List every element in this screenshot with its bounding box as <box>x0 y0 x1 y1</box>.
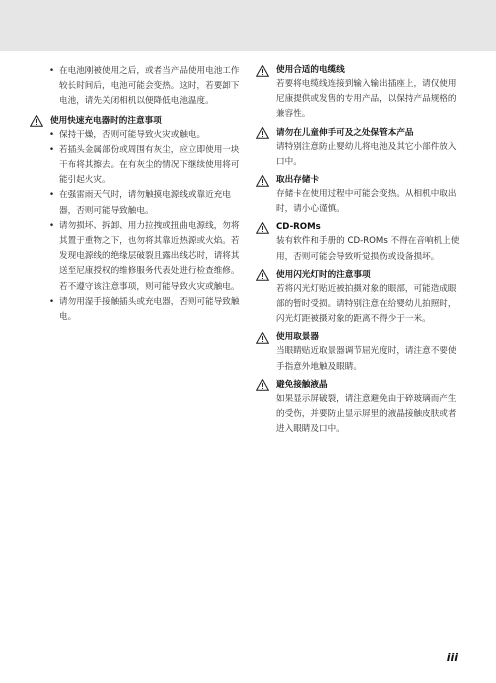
flash-section <box>276 269 463 328</box>
section-title: 使用合适的电缆线 <box>276 65 345 75</box>
section-body: 请特别注意防止婴幼儿将电池及其它小部件放入口中。 <box>276 141 457 167</box>
section-heading <box>276 331 463 344</box>
section-heading <box>276 127 463 140</box>
warning-triangle-icon <box>30 115 43 127</box>
section-heading <box>276 379 463 392</box>
section-title: 使用闪光灯时的注意事项 <box>276 269 371 280</box>
section-heading <box>276 269 463 282</box>
section-heading <box>276 221 463 234</box>
right-column <box>256 64 463 441</box>
list-item: • 保持干燥，否则可能导致火灾或触电。 <box>47 128 244 143</box>
children-section <box>276 127 463 170</box>
charger-caution-section <box>47 115 244 326</box>
section-body: 存储卡在使用过程中可能会变热。从相机中取出时，请小心谨慎。 <box>276 189 457 215</box>
section-heading <box>276 64 463 77</box>
warning-triangle-icon <box>256 379 269 391</box>
section-body: 如果显示屏破裂，请注意避免由于碎玻璃而产生的受伤，并要防止显示屏里的液晶接触皮肤或者进入眼睛及口中。 <box>276 393 457 435</box>
viewfinder-section <box>276 331 463 374</box>
warning-triangle-icon <box>256 332 269 344</box>
list-item: • 在强雷雨天气时，请勿触摸电源线或靠近充电器，否则可能导致触电。 <box>47 188 244 218</box>
section-title: 避免接触液晶 <box>276 379 328 390</box>
warning-triangle-icon <box>256 222 269 234</box>
section-body: 装有软件和手册的 CD-ROMs 不得在音响机上使用，否则可能会导致听觉损伤或设备损坏。 <box>276 236 460 262</box>
page-number: iii <box>446 651 458 664</box>
warning-triangle-icon <box>256 127 269 139</box>
warning-triangle-icon <box>256 269 269 281</box>
section-title: 使用取景器 <box>276 332 319 343</box>
section-title: 取出存储卡 <box>276 175 319 186</box>
section-body: 若要将电缆线连接到输入输出插座上，请仅使用尼康提供或发售的专用产品，以保持产品规格的兼容性。 <box>276 79 457 120</box>
section-title: 使用快速充电器时的注意事项 <box>50 115 162 126</box>
section-title: 请勿在儿童伸手可及之处保管本产品 <box>276 127 414 138</box>
list-item: • 若插头金属部份或周围有灰尘，应立即使用一块干布将其擦去。在有灰尘的情况下继续使用将可能引起火灾。 <box>47 143 244 189</box>
section-heading <box>42 115 244 128</box>
warning-triangle-icon <box>256 65 269 77</box>
list-item: • 在电池刚被使用之后，或者当产品使用电池工作较长时间后，电池可能会变热。这时，若要卸下电池，请先关闭相机以便降低电池温度。 <box>47 64 244 110</box>
list-item: • 请勿损坏、拆卸、用力拉拽或扭曲电源线，勿将其置于重物之下，也勿将其靠近热源或火焰。若发现电源线的绝缘层破裂且露出线芯时，请将其送至尼康授权的维修服务代表处进行检查维修。若不遵守该注意事项，则可能导致火灾或触电。 <box>47 219 244 295</box>
header-band <box>0 0 496 51</box>
left-column <box>47 64 244 329</box>
intro-bullet-list <box>47 64 244 110</box>
memory-card-section <box>276 174 463 217</box>
section-heading <box>276 174 463 187</box>
section-body: 若将闪光灯贴近被拍摄对象的眼部，可能造成眼部的暂时受损。请特别注意在给婴幼儿拍照时，闪光灯距被摄对象的距离不得少于一米。 <box>276 283 457 325</box>
list-item: • 请勿用湿手接触插头或充电器，否则可能导致触电。 <box>47 295 244 325</box>
warning-triangle-icon <box>256 175 269 187</box>
charger-bullet-list <box>47 128 244 326</box>
section-title: CD-ROMs <box>276 222 321 233</box>
cdrom-section <box>276 221 463 264</box>
cable-section <box>276 64 463 123</box>
section-body: 当眼睛贴近取景器调节屈光度时，请注意不要使手指意外地触及眼睛。 <box>276 346 457 372</box>
lcd-section <box>276 379 463 438</box>
